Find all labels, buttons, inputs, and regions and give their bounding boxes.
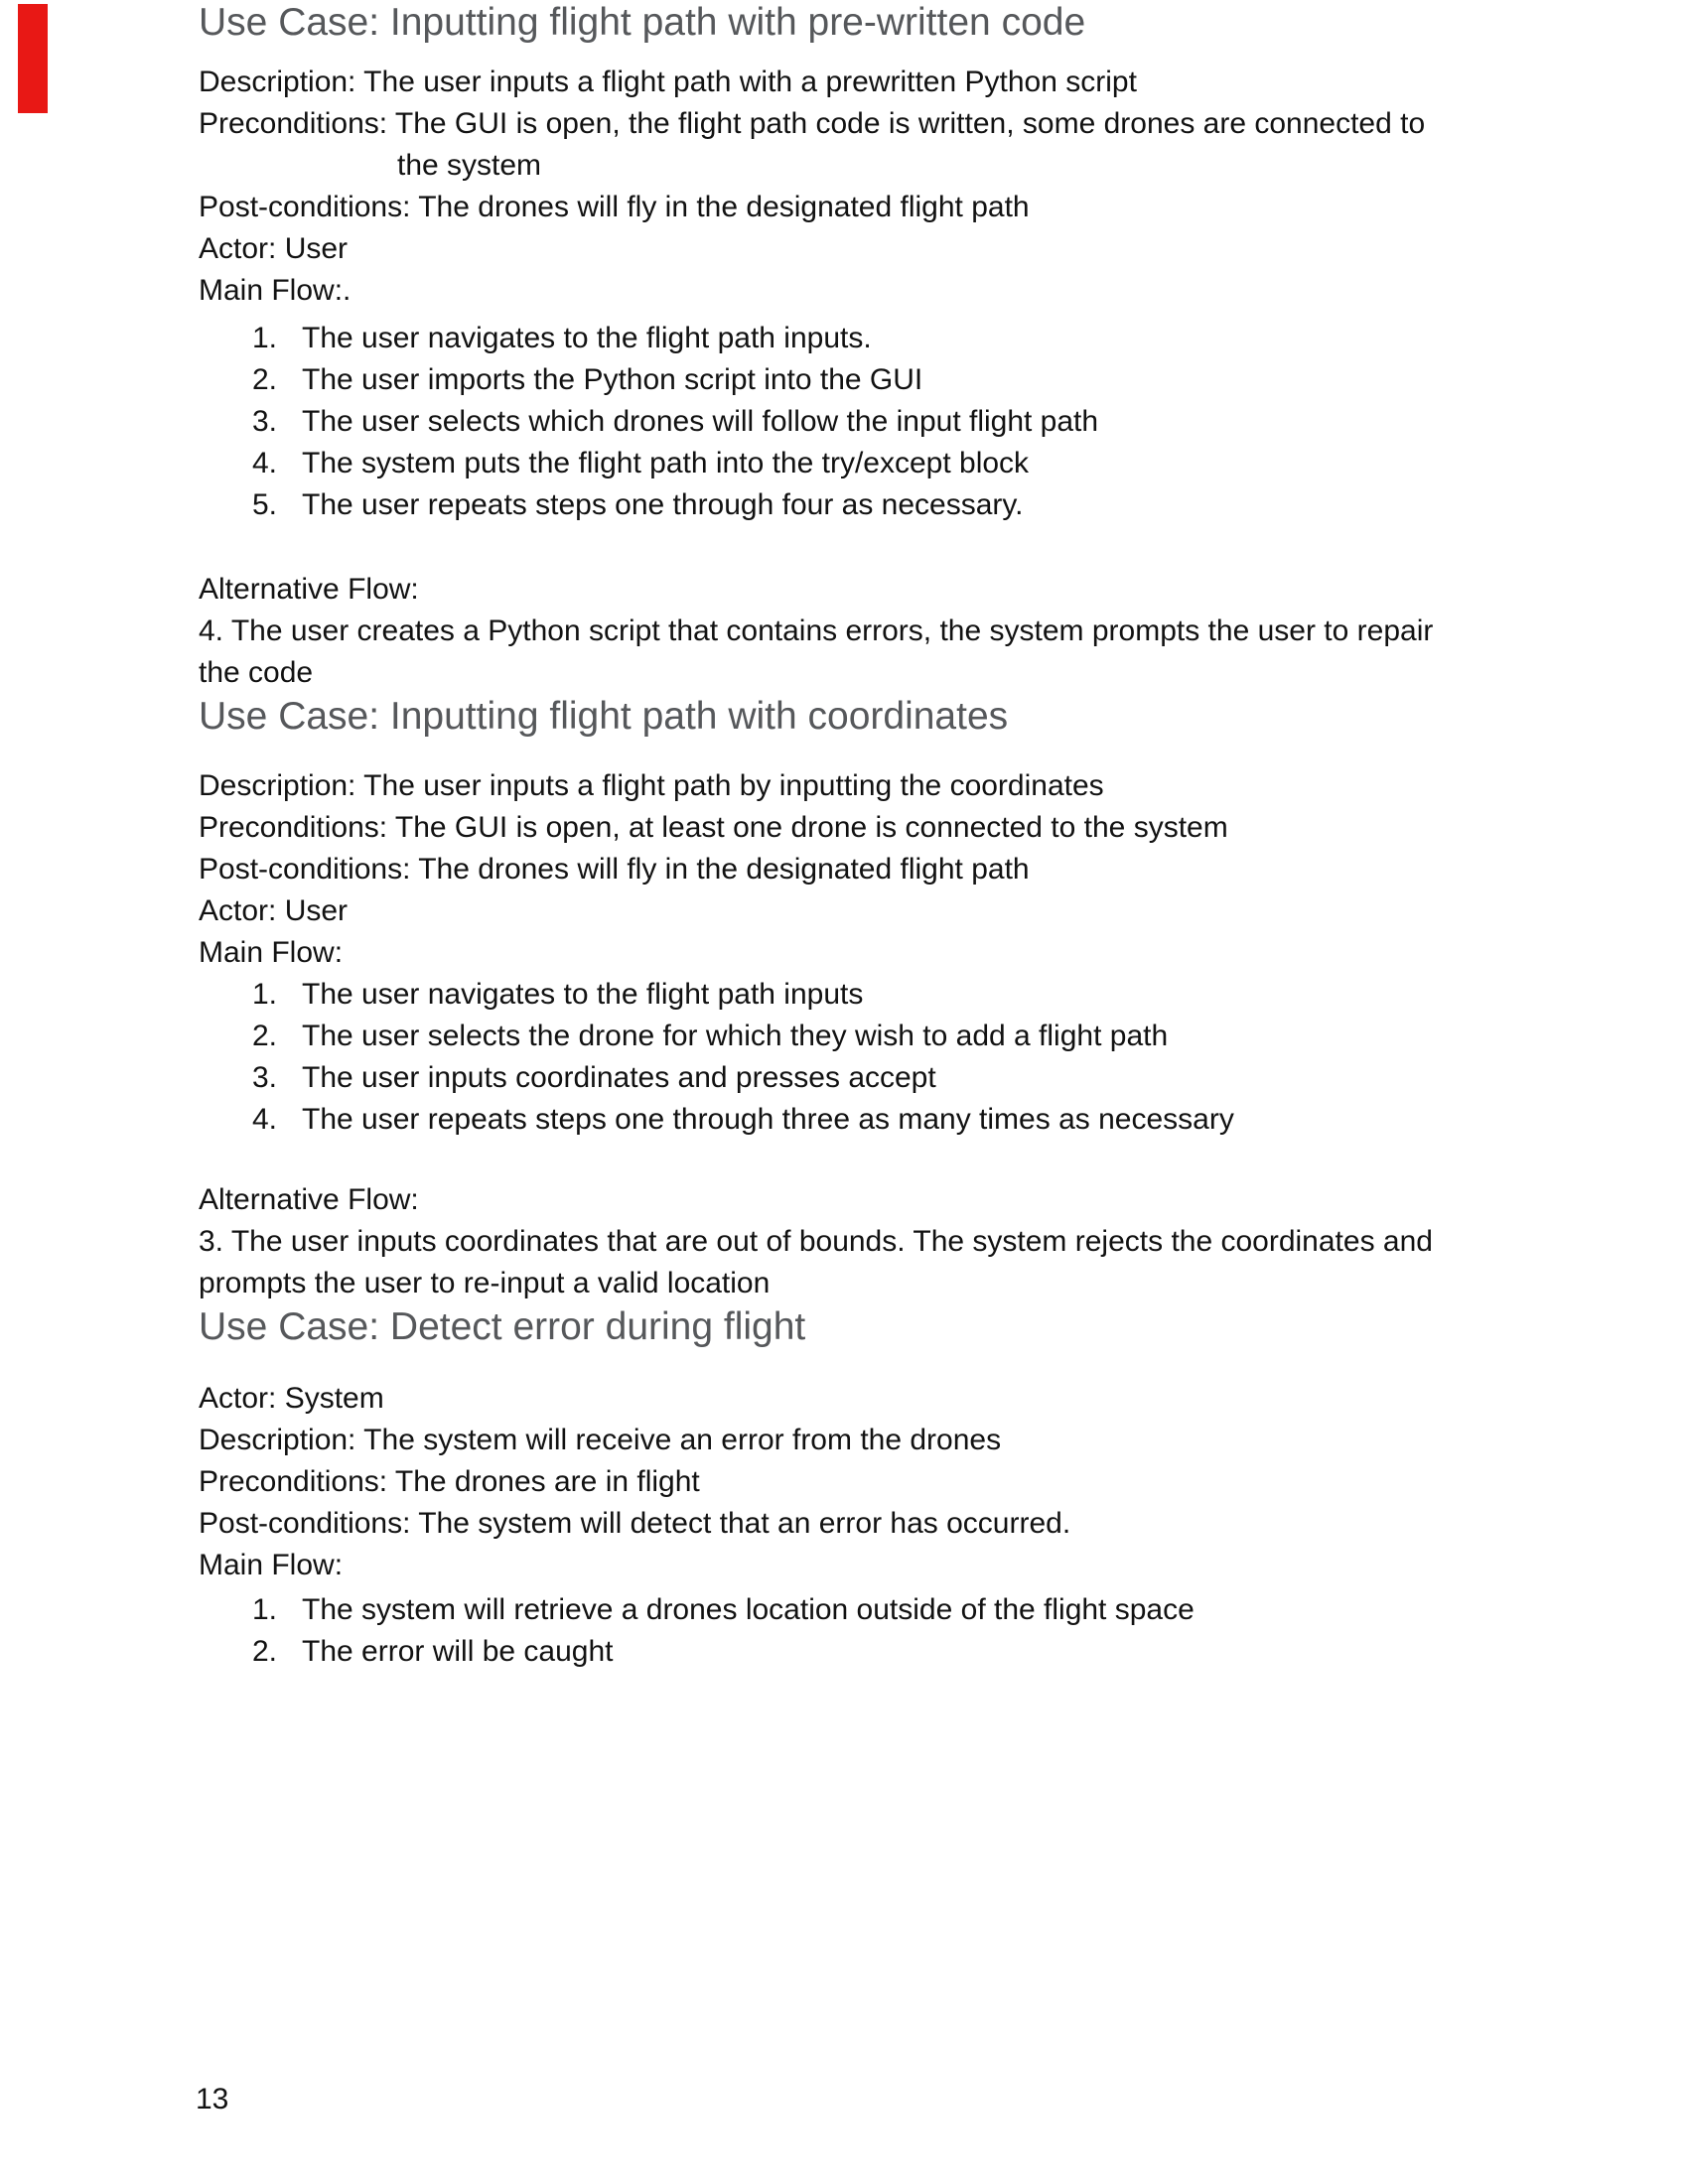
- body-line-postconditions: Post-conditions: The system will detect that an error has occurred.: [199, 1507, 1071, 1540]
- alt-flow-line: the code: [199, 656, 314, 689]
- alternative-flow: [199, 569, 1499, 694]
- list-number: 2.: [252, 1635, 278, 1668]
- alt-flow-label: Alternative Flow:: [199, 1183, 419, 1216]
- page-number: 13: [196, 2083, 229, 2116]
- list-number: 2.: [252, 1020, 278, 1052]
- list-item-text: The system puts the flight path into the try/except block: [302, 447, 1030, 479]
- list-item-text: The user selects the drone for which they wish to add a flight path: [302, 1020, 1169, 1052]
- list-item: [199, 1016, 1499, 1057]
- list-item: [199, 443, 1499, 484]
- list-item: [199, 359, 1499, 401]
- list-item: [199, 1589, 1499, 1631]
- list-number: 4.: [252, 1103, 278, 1136]
- main-flow-list: [199, 1589, 1499, 1673]
- use-case-details: [199, 765, 1499, 974]
- body-line-preconditions-cont: the system: [397, 149, 542, 182]
- list-item-text: The user inputs coordinates and presses accept: [302, 1061, 936, 1094]
- body-line-postconditions: Post-conditions: The drones will fly in the designated flight path: [199, 853, 1030, 886]
- use-case-details: [199, 62, 1499, 312]
- list-number: 2.: [252, 363, 278, 396]
- main-flow-list: [199, 318, 1499, 526]
- alt-flow-line: 3. The user inputs coordinates that are out of bounds. The system rejects the coordinates and: [199, 1225, 1433, 1258]
- list-number: 1.: [252, 978, 278, 1011]
- list-item: [199, 974, 1499, 1016]
- body-line-preconditions: Preconditions: The GUI is open, at least one drone is connected to the system: [199, 811, 1228, 844]
- list-number: 5.: [252, 488, 278, 521]
- content-area: [199, 0, 1499, 1673]
- list-item-text: The error will be caught: [302, 1635, 614, 1668]
- use-case-section-2: [199, 694, 1499, 1304]
- list-item-text: The user imports the Python script into the GUI: [302, 363, 923, 396]
- list-item-text: The user selects which drones will follow the input flight path: [302, 405, 1099, 438]
- body-line-preconditions: Preconditions: The GUI is open, the flight path code is written, some drones are connected to: [199, 107, 1426, 140]
- list-number: 1.: [252, 1593, 278, 1626]
- list-number: 4.: [252, 447, 278, 479]
- main-flow-list: [199, 974, 1499, 1141]
- list-item: [199, 1099, 1499, 1141]
- list-item-text: The user navigates to the flight path inputs: [302, 978, 864, 1011]
- body-line-main-flow-label: Main Flow:: [199, 936, 344, 969]
- red-annotation-marker: [18, 4, 48, 113]
- use-case-heading: Use Case: Inputting flight path with coordinates: [199, 695, 1009, 738]
- list-number: 3.: [252, 405, 278, 438]
- use-case-section-1: [199, 0, 1499, 694]
- body-line-description: Description: The user inputs a flight path with a prewritten Python script: [199, 66, 1137, 98]
- list-item: [199, 401, 1499, 443]
- list-item-text: The user navigates to the flight path inputs.: [302, 322, 872, 354]
- list-item: [199, 1057, 1499, 1099]
- body-line-postconditions: Post-conditions: The drones will fly in the designated flight path: [199, 191, 1030, 223]
- body-line-description: Description: The user inputs a flight path by inputting the coordinates: [199, 769, 1104, 802]
- use-case-details: [199, 1378, 1499, 1586]
- list-number: 3.: [252, 1061, 278, 1094]
- list-item-text: The user repeats steps one through four as necessary.: [302, 488, 1024, 521]
- list-item: [199, 484, 1499, 526]
- body-line-actor: Actor: User: [199, 232, 349, 265]
- body-line-preconditions: Preconditions: The drones are in flight: [199, 1465, 700, 1498]
- alt-flow-line: 4. The user creates a Python script that contains errors, the system prompts the user to repair: [199, 614, 1434, 647]
- list-number: 1.: [252, 322, 278, 354]
- list-item: [199, 1631, 1499, 1673]
- alt-flow-line: prompts the user to re-input a valid location: [199, 1267, 771, 1299]
- use-case-heading: Use Case: Detect error during flight: [199, 1305, 806, 1348]
- body-line-main-flow-label: Main Flow:: [199, 1549, 344, 1581]
- body-line-actor: Actor: User: [199, 894, 349, 927]
- use-case-section-3: [199, 1304, 1499, 1673]
- list-item: [199, 318, 1499, 359]
- alternative-flow: [199, 1179, 1499, 1304]
- list-item-text: The user repeats steps one through three as many times as necessary: [302, 1103, 1234, 1136]
- body-line-main-flow-label: Main Flow:.: [199, 274, 352, 307]
- use-case-heading: Use Case: Inputting flight path with pre-written code: [199, 1, 1086, 44]
- body-line-actor: Actor: System: [199, 1382, 384, 1415]
- body-line-description: Description: The system will receive an error from the drones: [199, 1424, 1002, 1456]
- list-item-text: The system will retrieve a drones location outside of the flight space: [302, 1593, 1195, 1626]
- alt-flow-label: Alternative Flow:: [199, 573, 419, 606]
